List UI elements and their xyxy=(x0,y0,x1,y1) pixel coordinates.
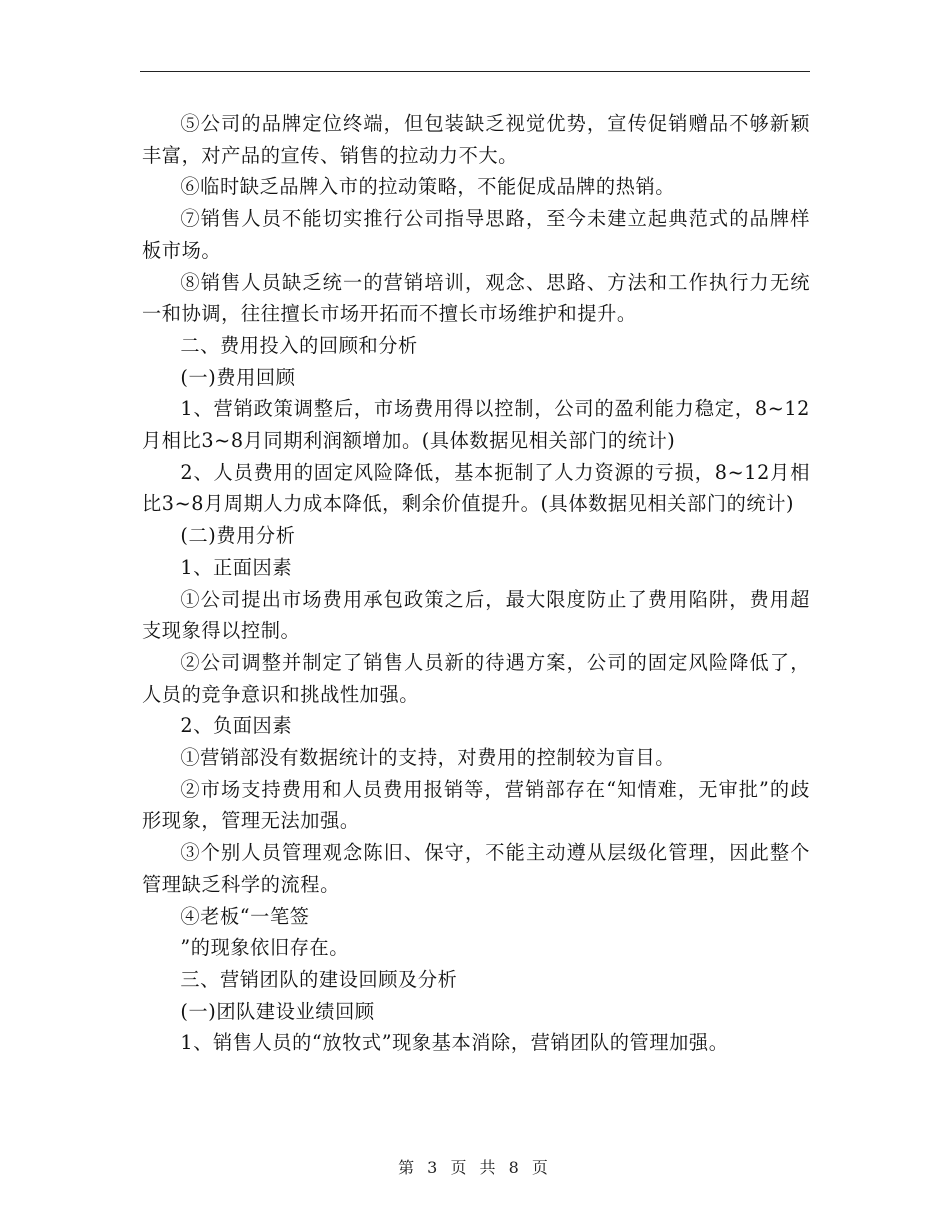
list-heading: 2、负面因素 xyxy=(180,714,293,738)
paragraph: ④老板“一笔签 xyxy=(180,904,310,928)
section-heading: 二、费用投入的回顾和分析 xyxy=(180,333,418,357)
paragraph: ①公司提出市场费用承包政策之后，最大限度防止了费用陷阱，费用超支现象得以控制。 xyxy=(142,587,810,643)
paragraph: ③个别人员管理观念陈旧、保守，不能主动遵从层级化管理，因此整个管理缺乏科学的流程。 xyxy=(142,841,810,896)
paragraph: ⑤公司的品牌定位终端，但包装缺乏视觉优势，宣传促销赠品不够新颖丰富，对产品的宣传、销售的拉动力不大。 xyxy=(142,112,810,167)
subsection-heading: (二)费用分析 xyxy=(180,524,296,548)
subsection-heading: (一)费用回顾 xyxy=(180,365,296,389)
header-rule xyxy=(140,71,810,72)
section-heading: 三、营销团队的建设回顾及分析 xyxy=(180,967,458,991)
paragraph: 2、人员费用的固定风险降低，基本扼制了人力资源的亏损，8~12月相比3~8月周期人力成本降低，剩余价值提升。(具体数据见相关部门的统计) xyxy=(142,460,810,516)
paragraph: ②市场支持费用和人员费用报销等，营销部存在“知情难，无审批”的歧形现象，管理无法加强。 xyxy=(142,777,810,833)
paragraph: ①营销部没有数据统计的支持，对费用的控制较为盲目。 xyxy=(180,746,676,770)
paragraph: ⑧销售人员缺乏统一的营销培训，观念、思路、方法和工作执行力无统一和协调，往往擅长市场开拓而不擅长市场维护和提升。 xyxy=(142,270,810,326)
document-body xyxy=(142,108,810,1059)
page-number-footer: 第 3 页 共 8 页 xyxy=(398,1158,552,1177)
list-heading: 1、正面因素 xyxy=(180,555,293,579)
paragraph: ⑥临时缺乏品牌入市的拉动策略，不能促成品牌的热销。 xyxy=(180,175,676,199)
paragraph: ⑦销售人员不能切实推行公司指导思路，至今未建立起典范式的品牌样板市场。 xyxy=(142,207,810,262)
paragraph: ②公司调整并制定了销售人员新的待遇方案，公司的固定风险降低了，人员的竞争意识和挑战性加强。 xyxy=(142,650,810,706)
paragraph: 1、销售人员的“放牧式”现象基本消除，营销团队的管理加强。 xyxy=(180,1031,729,1055)
paragraph: 1、营销政策调整后，市场费用得以控制，公司的盈利能力稳定，8~12月相比3~8月同期利润额增加。(具体数据见相关部门的统计) xyxy=(142,397,810,453)
paragraph: ”的现象依旧存在。 xyxy=(180,936,350,960)
subsection-heading: (一)团队建设业绩回顾 xyxy=(180,999,375,1023)
